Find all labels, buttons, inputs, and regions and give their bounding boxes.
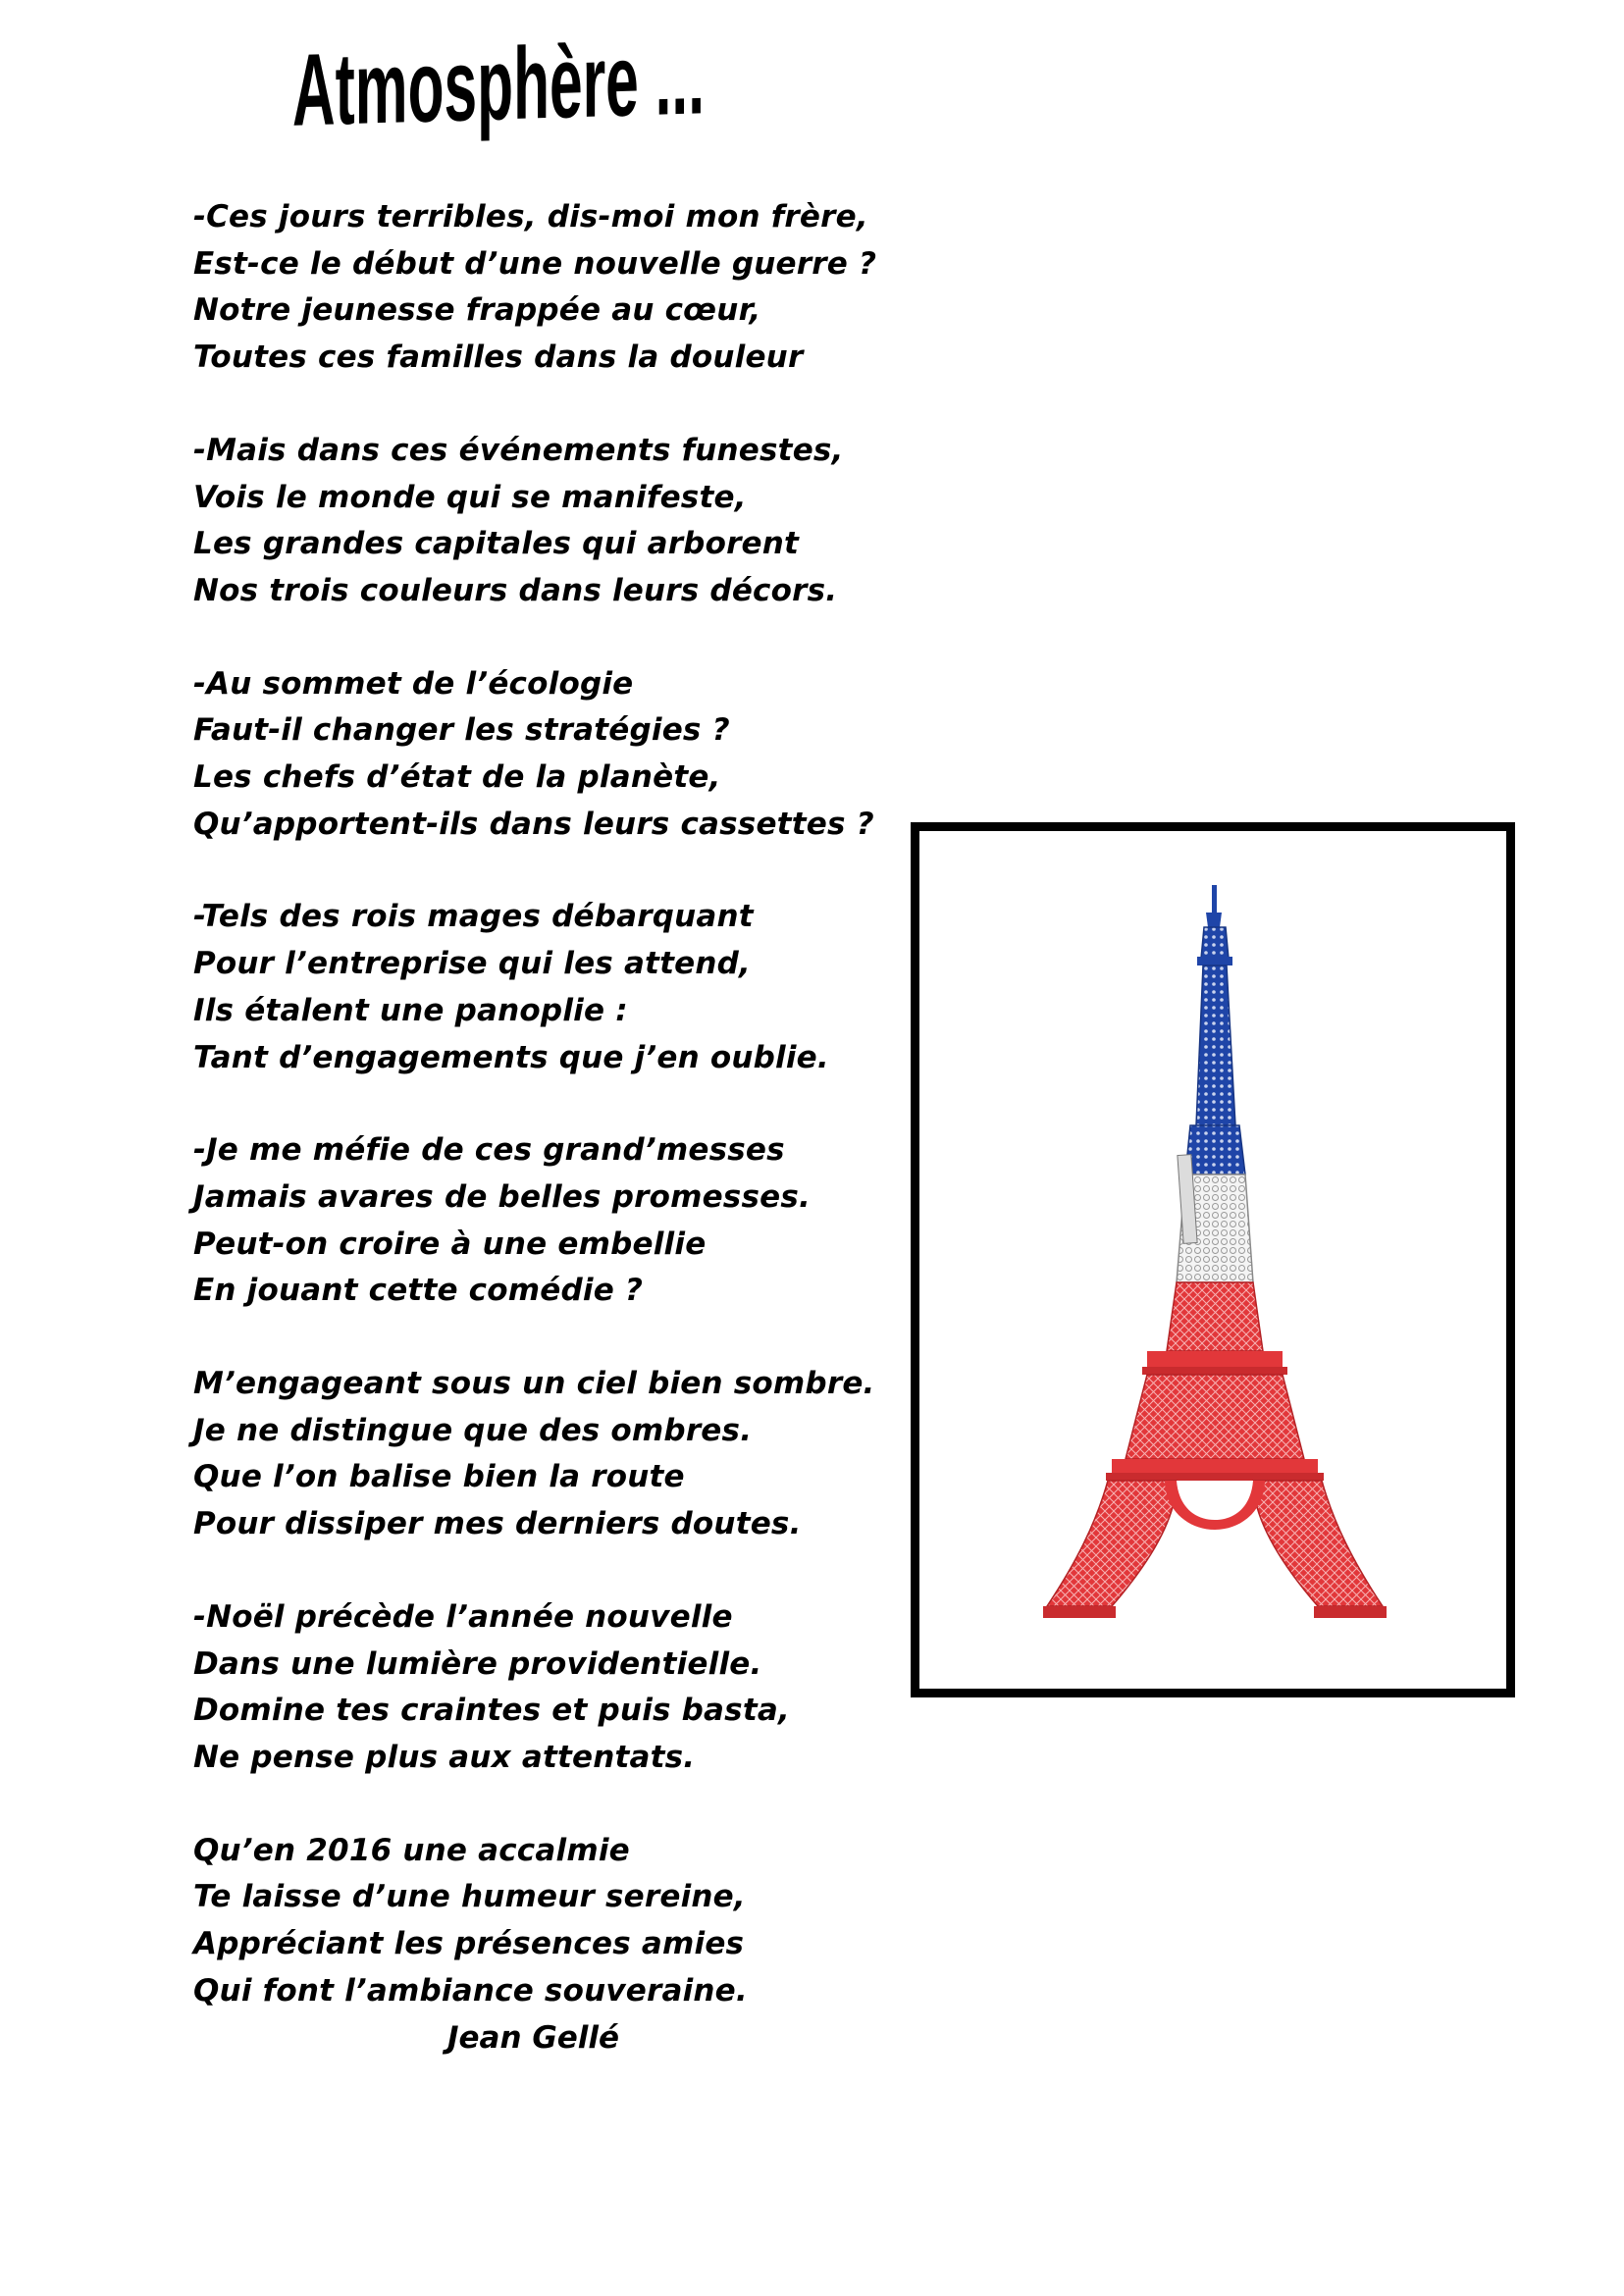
poem-line: -Noël précède l’année nouvelle [193,1598,733,1635]
stanza [193,1361,939,1548]
page-title [287,4,1002,148]
poem-line: -Je me méfie de ces grand’messes [193,1132,785,1169]
poem-line: Notre jeunesse frappée au cœur, [193,292,761,329]
poem-line: Faut-il changer les stratégies ? [193,712,730,749]
poem-line: Les chefs d’état de la planète, [193,759,721,796]
poem-line: Tant d’engagements que j’en oublie. [193,1039,829,1075]
poem-line: Te laisse d’une humeur sereine, [193,1879,746,1915]
title-text: Atmosphère ... [292,13,1002,148]
poem-line: M’engageant sous un ciel bien sombre. [193,1366,875,1402]
stanza [193,1594,939,1782]
poem-line: -Ces jours terribles, dis-moi mon frère, [193,199,868,235]
poem-author: Jean Gellé [447,2019,620,2056]
poem-line: Dans une lumière providentielle. [193,1645,762,1682]
poem-line: Appréciant les présences amies [193,1926,745,1962]
tower-top-blue [1185,927,1245,1174]
tower-bottom-red [1043,1282,1387,1618]
stanza [193,1828,939,2015]
tower-antenna [1206,885,1222,927]
poem-line: Nos trois couleurs dans leurs décors. [193,572,838,608]
poem-line: Je ne distingue que des ombres. [193,1412,753,1448]
poem-line: Que l’on balise bien la route [193,1459,685,1495]
stanza [193,1127,939,1315]
poem-line: Qu’apportent-ils dans leurs cassettes ? [193,806,874,842]
eiffel-tower-picture-frame [911,822,1515,1697]
poem-line: Qu’en 2016 une accalmie [193,1832,630,1868]
poem-line: Toutes ces familles dans la douleur [193,339,804,376]
poem-line: Jamais avares de belles promesses. [193,1178,811,1215]
poem-line: -Au sommet de l’écologie [193,665,634,702]
poem-line: -Tels des rois mages débarquant [193,899,754,935]
poem [193,194,939,2061]
poem-line: Pour dissiper mes derniers doutes. [193,1506,802,1542]
poem-line: Peut-on croire à une embellie [193,1226,707,1262]
poem-line: Qui font l’ambiance souveraine. [193,1972,748,2009]
eiffel-tower-illustration [919,831,1506,1689]
title-wordart [287,4,1002,148]
poem-line: Ne pense plus aux attentats. [193,1739,696,1775]
stanza [193,894,939,1081]
poem-line: -Mais dans ces événements funestes, [193,432,844,468]
poem-line: Domine tes craintes et puis basta, [193,1693,790,1729]
stanza [193,428,939,615]
poem-line: Pour l’entreprise qui les attend, [193,946,751,982]
poem-line: Ils étalent une panoplie : [193,992,628,1028]
stanza [193,661,939,849]
poem-line: Les grandes capitales qui arborent [193,526,800,562]
poem-line: Est-ce le début d’une nouvelle guerre ? [193,245,877,282]
poem-line: Vois le monde qui se manifeste, [193,479,747,515]
poem-line: En jouant cette comédie ? [193,1273,644,1309]
stanza [193,194,939,382]
